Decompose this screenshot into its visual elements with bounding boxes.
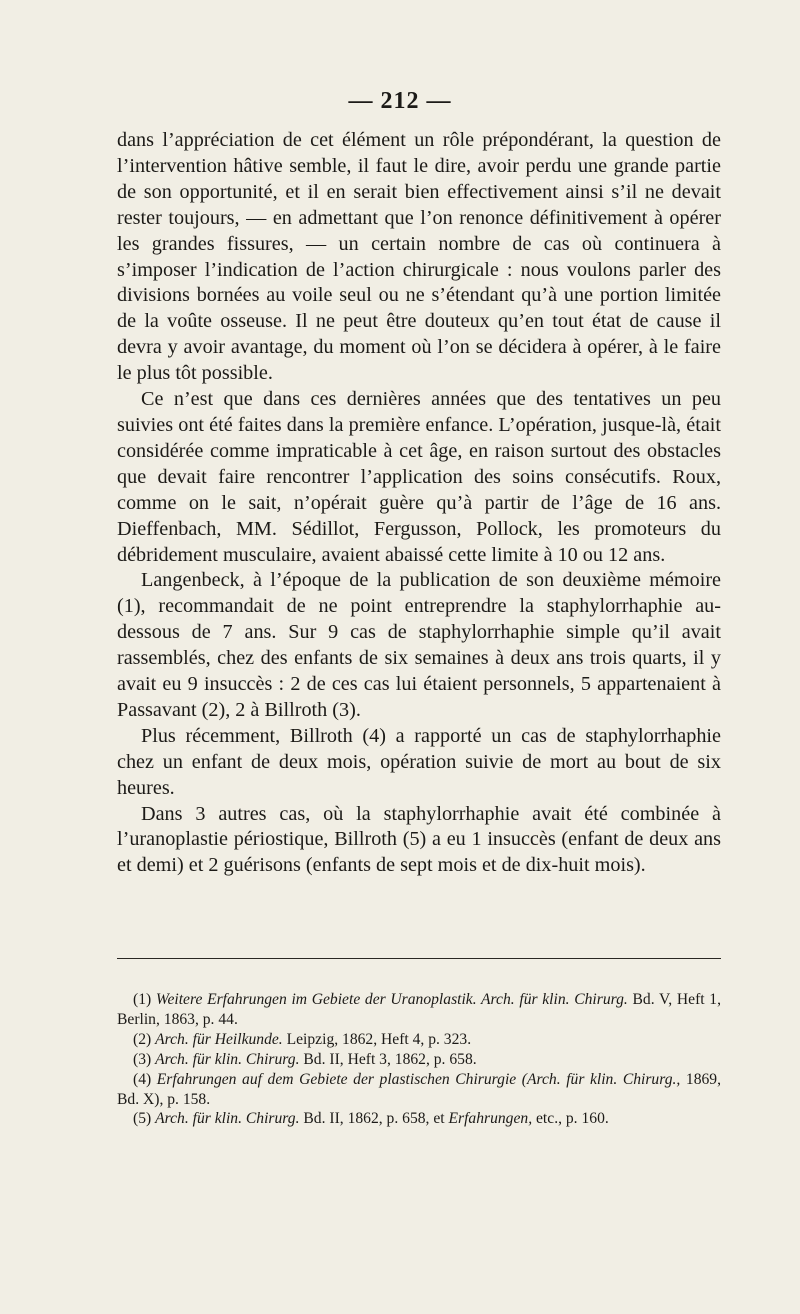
body-text [117, 128, 721, 879]
footnotes [117, 990, 721, 1129]
footnote [117, 1050, 721, 1070]
footnote-marker: (4) [133, 1070, 152, 1088]
footnote-reference: 1869, Bd. X), p. 158. [117, 1070, 721, 1108]
paragraph: Dans 3 autres cas, où la staphylorrhaphie avait été combinée à l’uranoplastie périostique, Billroth (5) a eu 1 insuccès (enfant de deux ans et demi) et 2 guérisons (enfants de sept mois et de dix-huit mois). [117, 802, 721, 877]
footnote [117, 1030, 721, 1050]
footnote-marker: (3) [133, 1050, 152, 1068]
paragraph: Plus récemment, Billroth (4) a rapporté un cas de staphylorrhaphie chez un enfant de deux mois, opération suivie de mort au bout de six heures. [117, 724, 721, 799]
footnote-divider [117, 958, 721, 959]
footnote-marker: (5) [133, 1110, 152, 1128]
page-number: — 212 — [348, 88, 452, 114]
footnote-marker: (2) [133, 1030, 152, 1048]
footnote [117, 1109, 721, 1129]
footnote [117, 990, 721, 1030]
footnote-title: Weitere Erfahrungen im Gebiete der Uranoplastik. Arch. für klin. Chirurg. [155, 991, 628, 1008]
footnote-reference: etc., p. 160. [536, 1110, 609, 1128]
paragraph: Ce n’est que dans ces dernières années que des tentatives un peu suivies ont été faites dans la première enfance. L’opération, jusque-là, était considérée comme impraticable à cet âge, en raison surtout des obstacles que devait faire rencontrer l’application des soins consécutifs. Roux, comme on le sait, n’opérait guère qu’à partir de l’âge de 16 ans. Dieffenbach, MM. Sédillot, Fergusson, Pollock, les promoteurs du débridement musculaire, avaient abaissé cette limite à 10 ou 12 ans. [117, 388, 721, 566]
footnote-title: Erfahrungen, [448, 1110, 533, 1128]
paragraph: dans l’appréciation de cet élément un rôle prépondérant, la question de l’intervention hâtive semble, il faut le dire, avoir perdu une grande partie de son opportunité, et il en serait bien effectivement ainsi s’il ne devait rester toujours, — en admettant que l’on renonce définitivement à opérer les grandes fissures, — un certain nombre de cas où continuera à s’imposer l’indication de l’action chirurgicale : nous voulons parler des divisions bornées au voile seul ou ne s’étendant qu’à une portion limitée de la voûte osseuse. Il ne peut être douteux qu’en tout état de cause il devra y avoir avantage, du moment où l’on se décidera à opérer, à le faire le plus tôt possible. [117, 129, 721, 385]
footnote-reference: Bd. V, Heft 1, Berlin, 1863, p. 44. [117, 991, 721, 1028]
footnote-title: Erfahrungen auf dem Gebiete der plastischen Chirurgie (Arch. für klin. Chirurg., [156, 1070, 681, 1088]
footnote-reference: Bd. II, Heft 3, 1862, p. 658. [303, 1050, 477, 1068]
footnote-reference: Leipzig, 1862, Heft 4, p. 323. [286, 1030, 472, 1048]
footnote-title: Arch. für Heilkunde. [155, 1030, 283, 1048]
footnote [117, 1070, 721, 1110]
footnote-title: Arch. für klin. Chirurg. [155, 1110, 300, 1128]
paragraph: Langenbeck, à l’époque de la publication de son deuxième mémoire (1), recommandait de ne point entreprendre la staphylorrhaphie au-dessous de 7 ans. Sur 9 cas de staphylorrhaphie simple qu’il avait rassemblés, chez des enfants de six semaines à deux ans trois quarts, il y avait eu 9 insuccès : 2 de ces cas lui étaient personnels, 5 appartenaient à Passavant (2), 2 à Billroth (3). [117, 569, 721, 721]
footnote-reference: Bd. II, 1862, p. 658, et [303, 1110, 445, 1128]
footnote-title: Arch. für klin. Chirurg. [155, 1050, 300, 1068]
footnote-marker: (1) [133, 991, 152, 1008]
